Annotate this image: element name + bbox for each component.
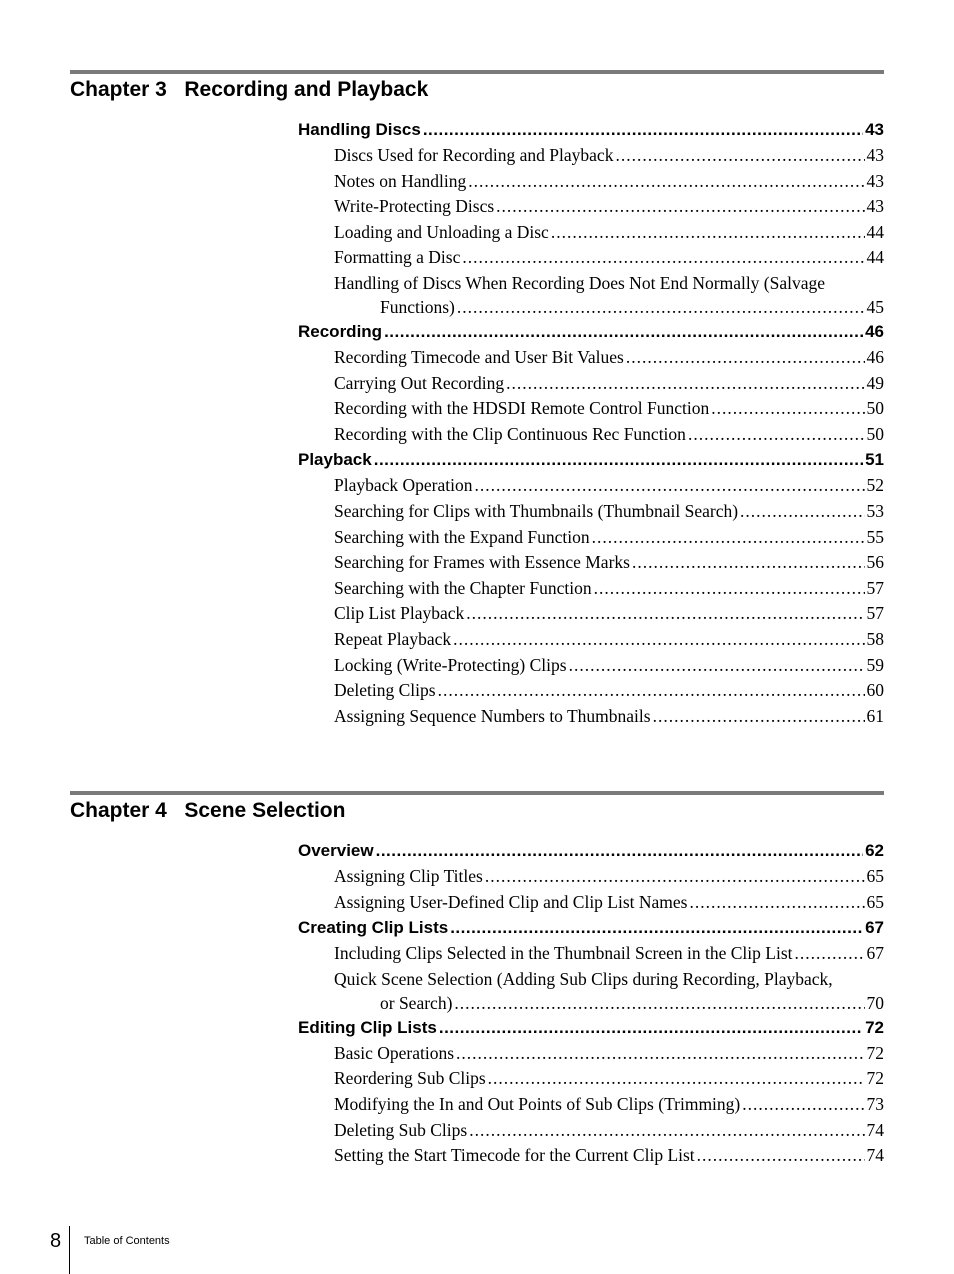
toc-page-number: 45 bbox=[866, 296, 884, 317]
toc-item[interactable] bbox=[334, 890, 884, 916]
chapter-4-toc bbox=[298, 838, 884, 1169]
toc-item-title: Deleting Sub Clips bbox=[334, 1119, 468, 1140]
toc-item[interactable] bbox=[334, 143, 884, 169]
toc-item[interactable] bbox=[334, 194, 884, 220]
toc-page-number: 72 bbox=[865, 1017, 884, 1037]
toc-page-number: 53 bbox=[866, 500, 884, 521]
toc-item[interactable] bbox=[334, 473, 884, 499]
toc-section[interactable] bbox=[298, 447, 884, 473]
toc-section[interactable] bbox=[298, 1015, 884, 1041]
toc-item-title: Basic Operations bbox=[334, 1042, 455, 1063]
toc-page-number: 56 bbox=[866, 552, 884, 573]
toc-page-number: 43 bbox=[865, 120, 884, 139]
toc-page-number: 44 bbox=[866, 247, 884, 268]
toc-page-number: 72 bbox=[866, 1068, 884, 1089]
chapter-title: Chapter 3 Recording and Playback bbox=[70, 78, 429, 101]
chapter-3-header bbox=[70, 70, 884, 102]
toc-page-number: 61 bbox=[866, 705, 884, 726]
chapter-title: Chapter 4 Scene Selection bbox=[70, 799, 346, 822]
toc-item[interactable] bbox=[334, 941, 884, 967]
toc-item[interactable] bbox=[334, 220, 884, 246]
toc-item[interactable] bbox=[334, 245, 884, 271]
toc-section-title: Creating Clip Lists bbox=[298, 918, 449, 938]
toc-page-number: 50 bbox=[866, 398, 884, 419]
toc-page-number: 70 bbox=[866, 992, 884, 1013]
toc-section-title: Playback bbox=[298, 450, 372, 470]
toc-item[interactable] bbox=[334, 169, 884, 195]
toc-item-title: Recording Timecode and User Bit Values bbox=[334, 346, 624, 367]
toc-section-title: Editing Clip Lists bbox=[298, 1017, 437, 1037]
toc-item[interactable] bbox=[334, 678, 884, 704]
toc-page-number: 50 bbox=[866, 423, 884, 444]
toc-page-number: 46 bbox=[866, 346, 884, 367]
page-footer bbox=[0, 1226, 300, 1274]
toc-page-number: 74 bbox=[866, 1119, 884, 1140]
toc-item-title: Assigning Sequence Numbers to Thumbnails bbox=[334, 705, 651, 726]
toc-item-title: Assigning User-Defined Clip and Clip List Names bbox=[334, 891, 688, 912]
toc-item-title: Searching with the Expand Function bbox=[334, 526, 590, 547]
toc-page-number: 49 bbox=[866, 372, 884, 393]
toc-item[interactable] bbox=[334, 627, 884, 653]
toc-item-title: Repeat Playback bbox=[334, 628, 452, 649]
toc-item-title: Including Clips Selected in the Thumbnail Screen in the Clip List bbox=[334, 943, 793, 964]
toc-item[interactable] bbox=[334, 271, 884, 319]
toc-item-title: Searching with the Chapter Function bbox=[334, 577, 592, 598]
toc-page-number: 67 bbox=[866, 943, 884, 964]
toc-item[interactable] bbox=[334, 499, 884, 525]
toc-item[interactable] bbox=[334, 601, 884, 627]
toc-section[interactable] bbox=[298, 319, 884, 345]
toc-item[interactable] bbox=[334, 345, 884, 371]
toc-page-number: 67 bbox=[865, 918, 884, 938]
toc-item[interactable] bbox=[334, 371, 884, 397]
toc-section-title: Recording bbox=[298, 321, 383, 341]
toc-item[interactable] bbox=[334, 550, 884, 576]
toc-page-number: 72 bbox=[866, 1042, 884, 1063]
toc-item-title: Write-Protecting Discs bbox=[334, 196, 495, 217]
toc-section-title: Handling Discs bbox=[298, 120, 421, 139]
toc-item[interactable] bbox=[334, 1066, 884, 1092]
toc-item-title: Recording with the Clip Continuous Rec Function bbox=[334, 423, 686, 444]
toc-page-number: 65 bbox=[866, 866, 884, 886]
toc-section[interactable] bbox=[298, 838, 884, 864]
toc-item-title: Setting the Start Timecode for the Current Clip List bbox=[334, 1145, 695, 1166]
toc-item-title-line1: Quick Scene Selection (Adding Sub Clips during Recording, Playback, bbox=[334, 968, 833, 989]
toc-page-number: 62 bbox=[865, 841, 884, 860]
toc-item[interactable] bbox=[334, 1118, 884, 1144]
toc-item[interactable] bbox=[334, 1041, 884, 1067]
toc-item-title: Searching for Frames with Essence Marks bbox=[334, 552, 630, 573]
toc-item-title-line2: or Search) bbox=[380, 992, 453, 1013]
footer-page-number: 8 bbox=[50, 1230, 62, 1252]
toc-page-number: 46 bbox=[865, 321, 884, 341]
toc-item-title: Loading and Unloading a Disc bbox=[334, 221, 549, 242]
toc-page-number: 44 bbox=[866, 221, 884, 242]
toc-page-number: 73 bbox=[866, 1093, 884, 1114]
toc-item[interactable] bbox=[334, 967, 884, 1015]
toc-item-title: Clip List Playback bbox=[334, 603, 465, 624]
toc-section[interactable] bbox=[298, 915, 884, 941]
toc-page-number: 60 bbox=[866, 680, 884, 701]
toc-page-number: 74 bbox=[866, 1145, 884, 1166]
toc-page-number: 59 bbox=[866, 654, 884, 675]
toc-page-number: 57 bbox=[866, 577, 884, 598]
toc-section-title: Overview bbox=[298, 841, 374, 860]
toc-page-number: 43 bbox=[866, 196, 884, 217]
toc-item-title: Searching for Clips with Thumbnails (Thumbnail Search) bbox=[334, 500, 739, 521]
toc-item[interactable] bbox=[334, 525, 884, 551]
toc-page-number: 52 bbox=[866, 475, 884, 496]
toc-item-title: Reordering Sub Clips bbox=[334, 1068, 486, 1089]
toc-item-title-line1: Handling of Discs When Recording Does Not End Normally (Salvage bbox=[334, 272, 826, 293]
chapter-3-toc bbox=[298, 117, 884, 729]
toc-page-number: 58 bbox=[866, 628, 884, 649]
toc-item-title: Modifying the In and Out Points of Sub Clips (Trimming) bbox=[334, 1093, 741, 1114]
toc-item[interactable] bbox=[334, 576, 884, 602]
toc-page-number: 43 bbox=[866, 145, 884, 165]
toc-item-title: Discs Used for Recording and Playback bbox=[334, 145, 614, 165]
toc-item-title: Recording with the HDSDI Remote Control Function bbox=[334, 398, 710, 419]
toc-item-title: Deleting Clips bbox=[334, 680, 436, 701]
toc-page-number: 57 bbox=[866, 603, 884, 624]
toc-page-number: 51 bbox=[865, 450, 884, 470]
toc-item-title: Formatting a Disc bbox=[334, 247, 461, 268]
chapter-rule bbox=[70, 791, 884, 795]
chapter-4-header bbox=[70, 791, 884, 823]
toc-page-number: 43 bbox=[866, 170, 884, 191]
toc-item[interactable] bbox=[334, 704, 884, 730]
toc-item[interactable] bbox=[334, 1143, 884, 1169]
toc-item-title: Carrying Out Recording bbox=[334, 372, 505, 393]
toc-item[interactable] bbox=[334, 396, 884, 422]
toc-page-number: 65 bbox=[866, 891, 884, 912]
toc-item[interactable] bbox=[334, 653, 884, 679]
toc-item-title: Playback Operation bbox=[334, 475, 473, 496]
toc-item-title: Locking (Write-Protecting) Clips bbox=[334, 654, 567, 675]
toc-item-title: Notes on Handling bbox=[334, 170, 467, 191]
toc-item[interactable] bbox=[334, 864, 884, 890]
toc-item[interactable] bbox=[334, 422, 884, 448]
toc-item-title-line2: Functions) bbox=[380, 296, 455, 317]
footer-divider bbox=[69, 1226, 70, 1274]
footer-label: Table of Contents bbox=[84, 1235, 170, 1247]
toc-section[interactable] bbox=[298, 117, 884, 143]
toc-page-number: 55 bbox=[866, 526, 884, 547]
chapter-rule bbox=[70, 70, 884, 74]
toc-item-title: Assigning Clip Titles bbox=[334, 866, 483, 886]
toc-item[interactable] bbox=[334, 1092, 884, 1118]
